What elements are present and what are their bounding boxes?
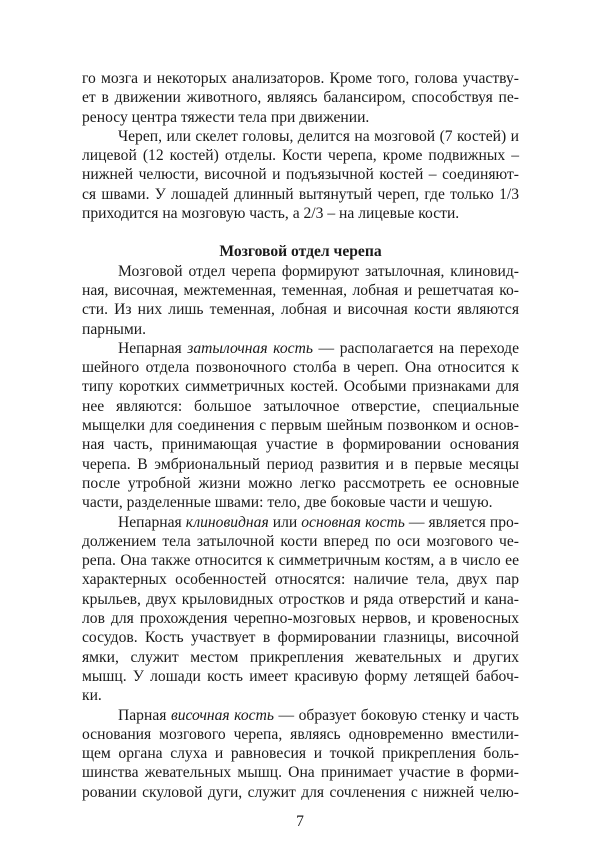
text-line [82,146,519,165]
text-run: — образует боковую стенку и часть [273,706,519,724]
text-line [82,706,519,725]
text-line [82,108,519,127]
text-line [82,609,519,628]
text-line [82,686,519,705]
text-line [82,628,519,647]
text-run: парными. [82,320,146,338]
text-line [82,474,519,493]
text-run: части, разделенные швами: тело, две боковые части и чешую. [82,494,493,512]
text-line [82,590,519,609]
text-run: Парная [118,706,171,724]
text-run: сосудов. Кость участвует в формировании глазницы, височной [82,629,519,647]
text-run: ет в движении животного, являясь балансиром, способствуя пе- [82,89,519,107]
text-run: го мозга и некоторых анализаторов. Кроме того, голова участву- [82,70,519,87]
italic-term: затылочная кость [187,339,313,357]
text-run: Непарная [118,513,186,531]
text-line [82,262,519,281]
text-line [82,783,519,802]
text-line [82,744,519,763]
text-line [82,127,519,146]
section-heading: Мозговой отдел черепа [219,243,382,261]
text-run: типу коротких симметричных костей. Особыми признаками для [82,378,519,396]
paragraph [82,127,519,223]
text-run: ная, височная, межтеменная, теменная, лобная и решетчатая ко- [82,281,519,299]
text-line [82,513,519,532]
paragraph [82,706,519,802]
text-run: ся швами. У лошадей длинный вытянутый череп, где только 1/3 [82,185,519,203]
text-run: шейного отдела позвоночного столба в череп. Она относится к [82,359,519,377]
text-run: Череп, или скелет головы, делится на мозговой (7 костей) и [118,127,519,145]
text-line [82,435,519,454]
text-line [82,204,519,223]
paragraph [82,339,519,513]
text-run: сти. Из них лишь теменная, лобная и височная кости являются [82,301,519,319]
text-line [82,88,519,107]
text-line [82,397,519,416]
text-run: шинства жевательных мышц. Она принимает участие в форми- [82,764,519,782]
text-line [82,570,519,589]
text-line [82,551,519,570]
text-line [82,69,519,88]
text-line [82,281,519,300]
paragraph [82,262,519,339]
text-run: должением тела затылочной кости вперед по оси мозгового че- [82,532,519,550]
text-line [82,358,519,377]
text-run: ки. [82,687,102,705]
italic-term: клиновидная [185,513,269,531]
text-run: реносу центра тяжести тела при движении. [82,108,370,126]
text-run: щем органа слуха и равновесия и точкой прикрепления боль- [82,745,519,763]
page-number: 7 [296,813,304,830]
italic-term: основная кость [301,513,405,531]
text-line [82,300,519,319]
text-line [82,455,519,474]
text-run: ямки, служит местом прикрепления жевательных и других [82,648,519,666]
text-run: крыльев, двух крыловидных отростков и ряда отверстий и кана- [82,590,519,608]
text-run: приходится на мозговую часть, а 2/3 – на лицевые кости. [82,205,460,223]
text-run: ная часть, принимающая участие в формировании основания [82,436,519,454]
text-run: — располагается на переходе [312,339,519,357]
text-run: нижней челюсти, височной и подъязычной костей – соединяют- [82,166,519,184]
text-line [82,763,519,782]
text-line [82,339,519,358]
text-line [82,320,519,339]
text-run: Непарная [118,339,188,357]
text-line [82,377,519,396]
text-line [82,648,519,667]
italic-term: височная кость [170,706,274,724]
text-run: — является про- [404,513,519,531]
text-run: лов для прохождения черепно-мозговых нервов, и кровеносных [82,610,519,628]
paragraph [82,69,519,127]
text-run: мыщелки для соединения с первым шейным позвонком и основ- [82,417,519,435]
text-run: после утробной жизни можно легко рассмотреть ее основные [82,474,519,492]
text-line [82,165,519,184]
text-run: ровании скуловой дуги, служит для сочленения с нижней челю- [82,783,519,801]
text-run: мышц. У лошади кость имеет красивую форму летящей бабоч- [82,667,519,685]
page-text [82,69,519,802]
text-run: репа. Она также относится к симметричным костям, а в число ее [82,552,519,570]
text-line [82,725,519,744]
text-run: или [268,513,302,531]
text-run: черепа. В эмбриональный период развития и в первые месяцы [82,455,519,473]
text-line [82,416,519,435]
text-run: нее являются: большое затылочное отверстие, специальные [82,397,519,415]
text-run: лицевой (12 костей) отделы. Кости черепа, кроме подвижных – [82,147,519,165]
text-line [82,532,519,551]
text-line [82,185,519,204]
text-run: основания мозгового черепа, являясь одновременно вместили- [82,725,519,743]
text-line [82,493,519,512]
paragraph [82,513,519,706]
text-run: Мозговой отдел черепа формируют затылочная, клиновид- [118,262,519,280]
text-line [82,667,519,686]
text-run: характерных особенностей относятся: наличие тела, двух пар [82,571,519,589]
